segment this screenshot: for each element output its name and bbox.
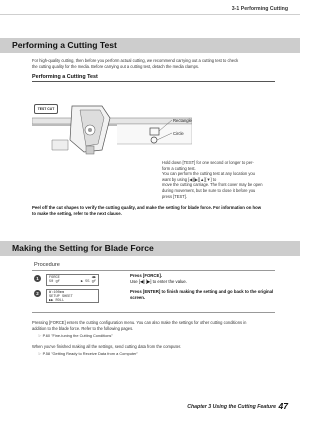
section-title-bar [0,241,300,256]
subsection-title: Performing a Cutting Test [32,74,98,80]
rectangle-callout: Rectangle [173,118,192,123]
procedure-label: Procedure [34,262,60,268]
section-title-bar [0,38,300,53]
instruction-line: form a cutting test. [162,165,196,171]
lcd-text: W:100mm [49,291,65,295]
circle-callout: Circle [173,131,184,136]
lcd-display-force [46,274,99,286]
procedure-end-rule [32,312,275,313]
test-cut-label: TEST CUT [34,104,58,114]
step-number-2: 2 [34,290,41,297]
instruction-line: want by using [◀][▶][▲][▼] to [162,176,217,182]
para-line: addition to the blade force. Refer to the following pages. [32,325,134,331]
step-line: Press [ENTER] to finish making the setting and go back to the original [130,289,274,294]
step-line: Use [◀] [▶] to enter the value. [130,279,188,284]
header-rule [0,14,300,15]
note-line: Peel off the cut shapes to verify the cutting quality, and make the setting for blade force. For information on how [32,205,262,210]
chapter-footer: Chapter 3 Using the Cutting Feature [187,404,276,410]
intro-line: the cutting quality for the media. Before carrying out a cutting test, detach the media clamps. [32,63,200,69]
note-line: to make the setting, refer to the next clause. [32,211,122,216]
lcd-text: SETUP SHEET [49,295,73,300]
reference-receive-data: ☞ P.58 "Getting Ready to Receive Data from a Computer" [38,351,138,356]
peel-off-note [32,205,272,217]
instruction-line: You can perform the cutting test at any location you [162,171,255,177]
instruction-line: Hold down [TEST] for one second or longer to per- [162,160,254,165]
lcd-text: ▶▶ ROLL [49,299,65,304]
lcd-text: 50 gf [49,280,60,285]
force-menu-paragraph [32,320,277,331]
step-1-text [130,273,280,285]
lcd-text: ▶ 55 gf [80,280,96,285]
intro-paragraph [32,58,238,69]
test-instructions [162,160,278,199]
instruction-line: move the cutting carriage. The front cover may be open [162,182,263,188]
intro-line: For high-quality cutting, then before you perform actual cutting, we recommend carrying out a cutting test to check [32,58,239,63]
lcd-text: FORCE [49,276,60,280]
lcd-text: ◀▶ [91,276,96,280]
step-line: screen. [130,295,146,300]
running-header: 3-1 Performing Cutting [231,6,288,12]
lcd-display-menu [46,289,99,303]
instruction-line: press [TEST]. [162,193,188,199]
send-data-paragraph: When you've finished making all the settings, send cutting data from the computer. [32,344,182,349]
section-title: Making the Setting for Blade Force [12,243,154,253]
reference-fine-tuning: ☞ P.60 "Fine-tuning the Cutting Conditions" [38,333,113,338]
para-line: Pressing [FORCE] enters the cutting configuration menu. You can also make the settings for other cutting conditions in [32,320,247,325]
page-number: 47 [278,401,288,411]
subsection-rule [32,81,275,82]
step-number-1: 1 [34,275,41,282]
section-title: Performing a Cutting Test [12,40,117,50]
procedure-rule [32,270,275,271]
step-2-text [130,289,280,301]
instruction-line: during movement, but be sure to close it before you [162,187,256,193]
step-line: Press [FORCE]. [130,273,162,278]
